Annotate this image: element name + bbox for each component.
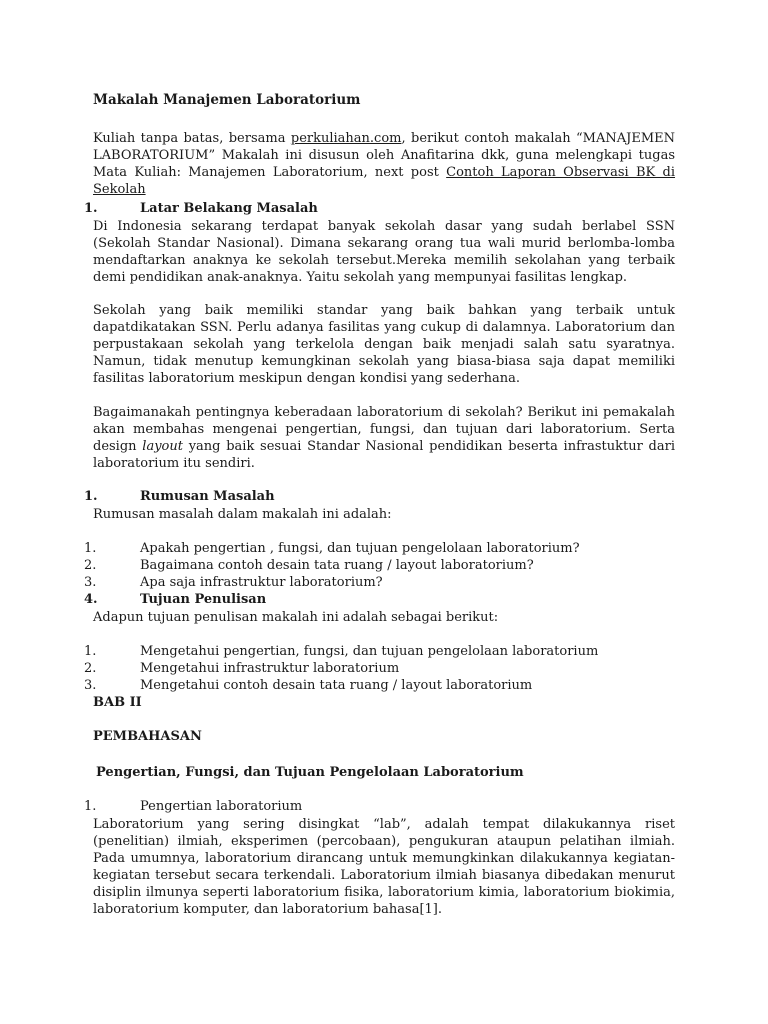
section3-intro: Adapun tujuan penulisan makalah ini adalah sebagai berikut: bbox=[93, 610, 499, 625]
section4-paragraph: Laboratorium yang sering disingkat “lab”, adalah tempat dilakukannya riset (penelitian) ilmiah, eksperimen (percobaan), pengukuran ataupun pelatihan ilmiah. Pada umumnya, laboratorium dirancang untuk memungkinkan dilakukannya kegiatan-kegiatan tersebut secara terkendali. Laboratorium ilmiah biasanya dibedakan menurut disiplin ilmunya seperti laboratorium fisika, laboratorium kimia, laboratorium biokimia, laboratorium komputer, dan laboratorium bahasa[1]. bbox=[93, 817, 675, 917]
p3-layout-italic: layout bbox=[142, 439, 183, 454]
chapter-title: PEMBAHASAN bbox=[93, 729, 202, 744]
subsection-heading: Pengertian, Fungsi, dan Tujuan Pengelolaan Laboratorium bbox=[96, 765, 524, 780]
section1-paragraph-2: Sekolah yang baik memiliki standar yang baik bahkan yang terbaik untuk dapatdikatakan SSN. Perlu adanya fasilitas yang cukup di dalamnya. Laboratorium dan perpustakaan sekolah yang terkelola dengan baik menjadi salah satu syaratnya. Namun, tidak menutup kemungkinan sekolah yang biasa-biasa saja dapat memiliki fasilitas laboratorium meskipun dengan kondisi yang sederhana. bbox=[93, 303, 675, 386]
list-number: 3. bbox=[84, 678, 97, 693]
section2-intro: Rumusan masalah dalam makalah ini adalah: bbox=[93, 507, 392, 522]
perkuliahan-link[interactable]: perkuliahan.com bbox=[290, 131, 402, 146]
list-item: Apakah pengertian , fungsi, dan tujuan pengelolaan laboratorium? bbox=[140, 541, 580, 556]
list-item: Mengetahui pengertian, fungsi, dan tujuan pengelolaan laboratorium bbox=[140, 644, 599, 659]
section1-paragraph-1: Di Indonesia sekarang terdapat banyak sekolah dasar yang sudah berlabel SSN (Sekolah Standar Nasional). Dimana sekarang orang tua wali murid berlomba-lomba mendaftarkan anaknya ke sekolah tersebut.Mereka memilih sekolahan yang terbaik demi pendidikan anak-anaknya. Yaitu sekolah yang mempunyai fasilitas lengkap. bbox=[93, 219, 675, 285]
section1-number: 1. bbox=[84, 201, 98, 216]
p3-text-post: yang baik sesuai Standar Nasional pendidikan beserta infrastuktur dari laboratorium itu sendiri. bbox=[93, 439, 675, 471]
section4-number: 1. bbox=[84, 799, 97, 814]
section2-heading: Rumusan Masalah bbox=[140, 489, 275, 504]
intro-paragraph bbox=[93, 130, 675, 198]
list-number: 1. bbox=[84, 541, 97, 556]
list-item: Mengetahui contoh desain tata ruang / layout laboratorium bbox=[140, 678, 533, 693]
p3-text-pre: Bagaimanakah pentingnya keberadaan laboratorium di sekolah? Berikut ini pemakalah akan membahas mengenai pengertian, fungsi, dan tujuan dari laboratorium. Serta design bbox=[93, 405, 675, 454]
section3-heading: Tujuan Penulisan bbox=[140, 592, 267, 607]
next-post-link[interactable]: Contoh Laporan Observasi BK di Sekolah bbox=[93, 165, 676, 197]
list-number: 1. bbox=[84, 644, 97, 659]
list-item: Mengetahui infrastruktur laboratorium bbox=[140, 661, 400, 676]
section4-label: Pengertian laboratorium bbox=[140, 799, 303, 814]
list-number: 2. bbox=[84, 558, 97, 573]
section2-number: 1. bbox=[84, 489, 98, 504]
list-number: 2. bbox=[84, 661, 97, 676]
intro-text-pre: Kuliah tanpa batas, bersama bbox=[93, 131, 291, 146]
section1-heading: Latar Belakang Masalah bbox=[140, 201, 318, 216]
section1-paragraph-3 bbox=[93, 404, 675, 472]
intro-text-mid: , berikut contoh makalah “MANAJEMEN LABORATORIUM” Makalah ini disusun oleh Anafitarina dkk, guna melengkapi tugas Mata Kuliah: Manajemen Laboratorium, next post bbox=[93, 131, 675, 180]
chapter-label: BAB II bbox=[93, 695, 142, 710]
list-item: Apa saja infrastruktur laboratorium? bbox=[140, 575, 383, 590]
list-number: 3. bbox=[84, 575, 97, 590]
list-item: Bagaimana contoh desain tata ruang / layout laboratorium? bbox=[140, 558, 534, 573]
section3-number: 4. bbox=[84, 592, 98, 607]
document-title: Makalah Manajemen Laboratorium bbox=[93, 92, 361, 108]
